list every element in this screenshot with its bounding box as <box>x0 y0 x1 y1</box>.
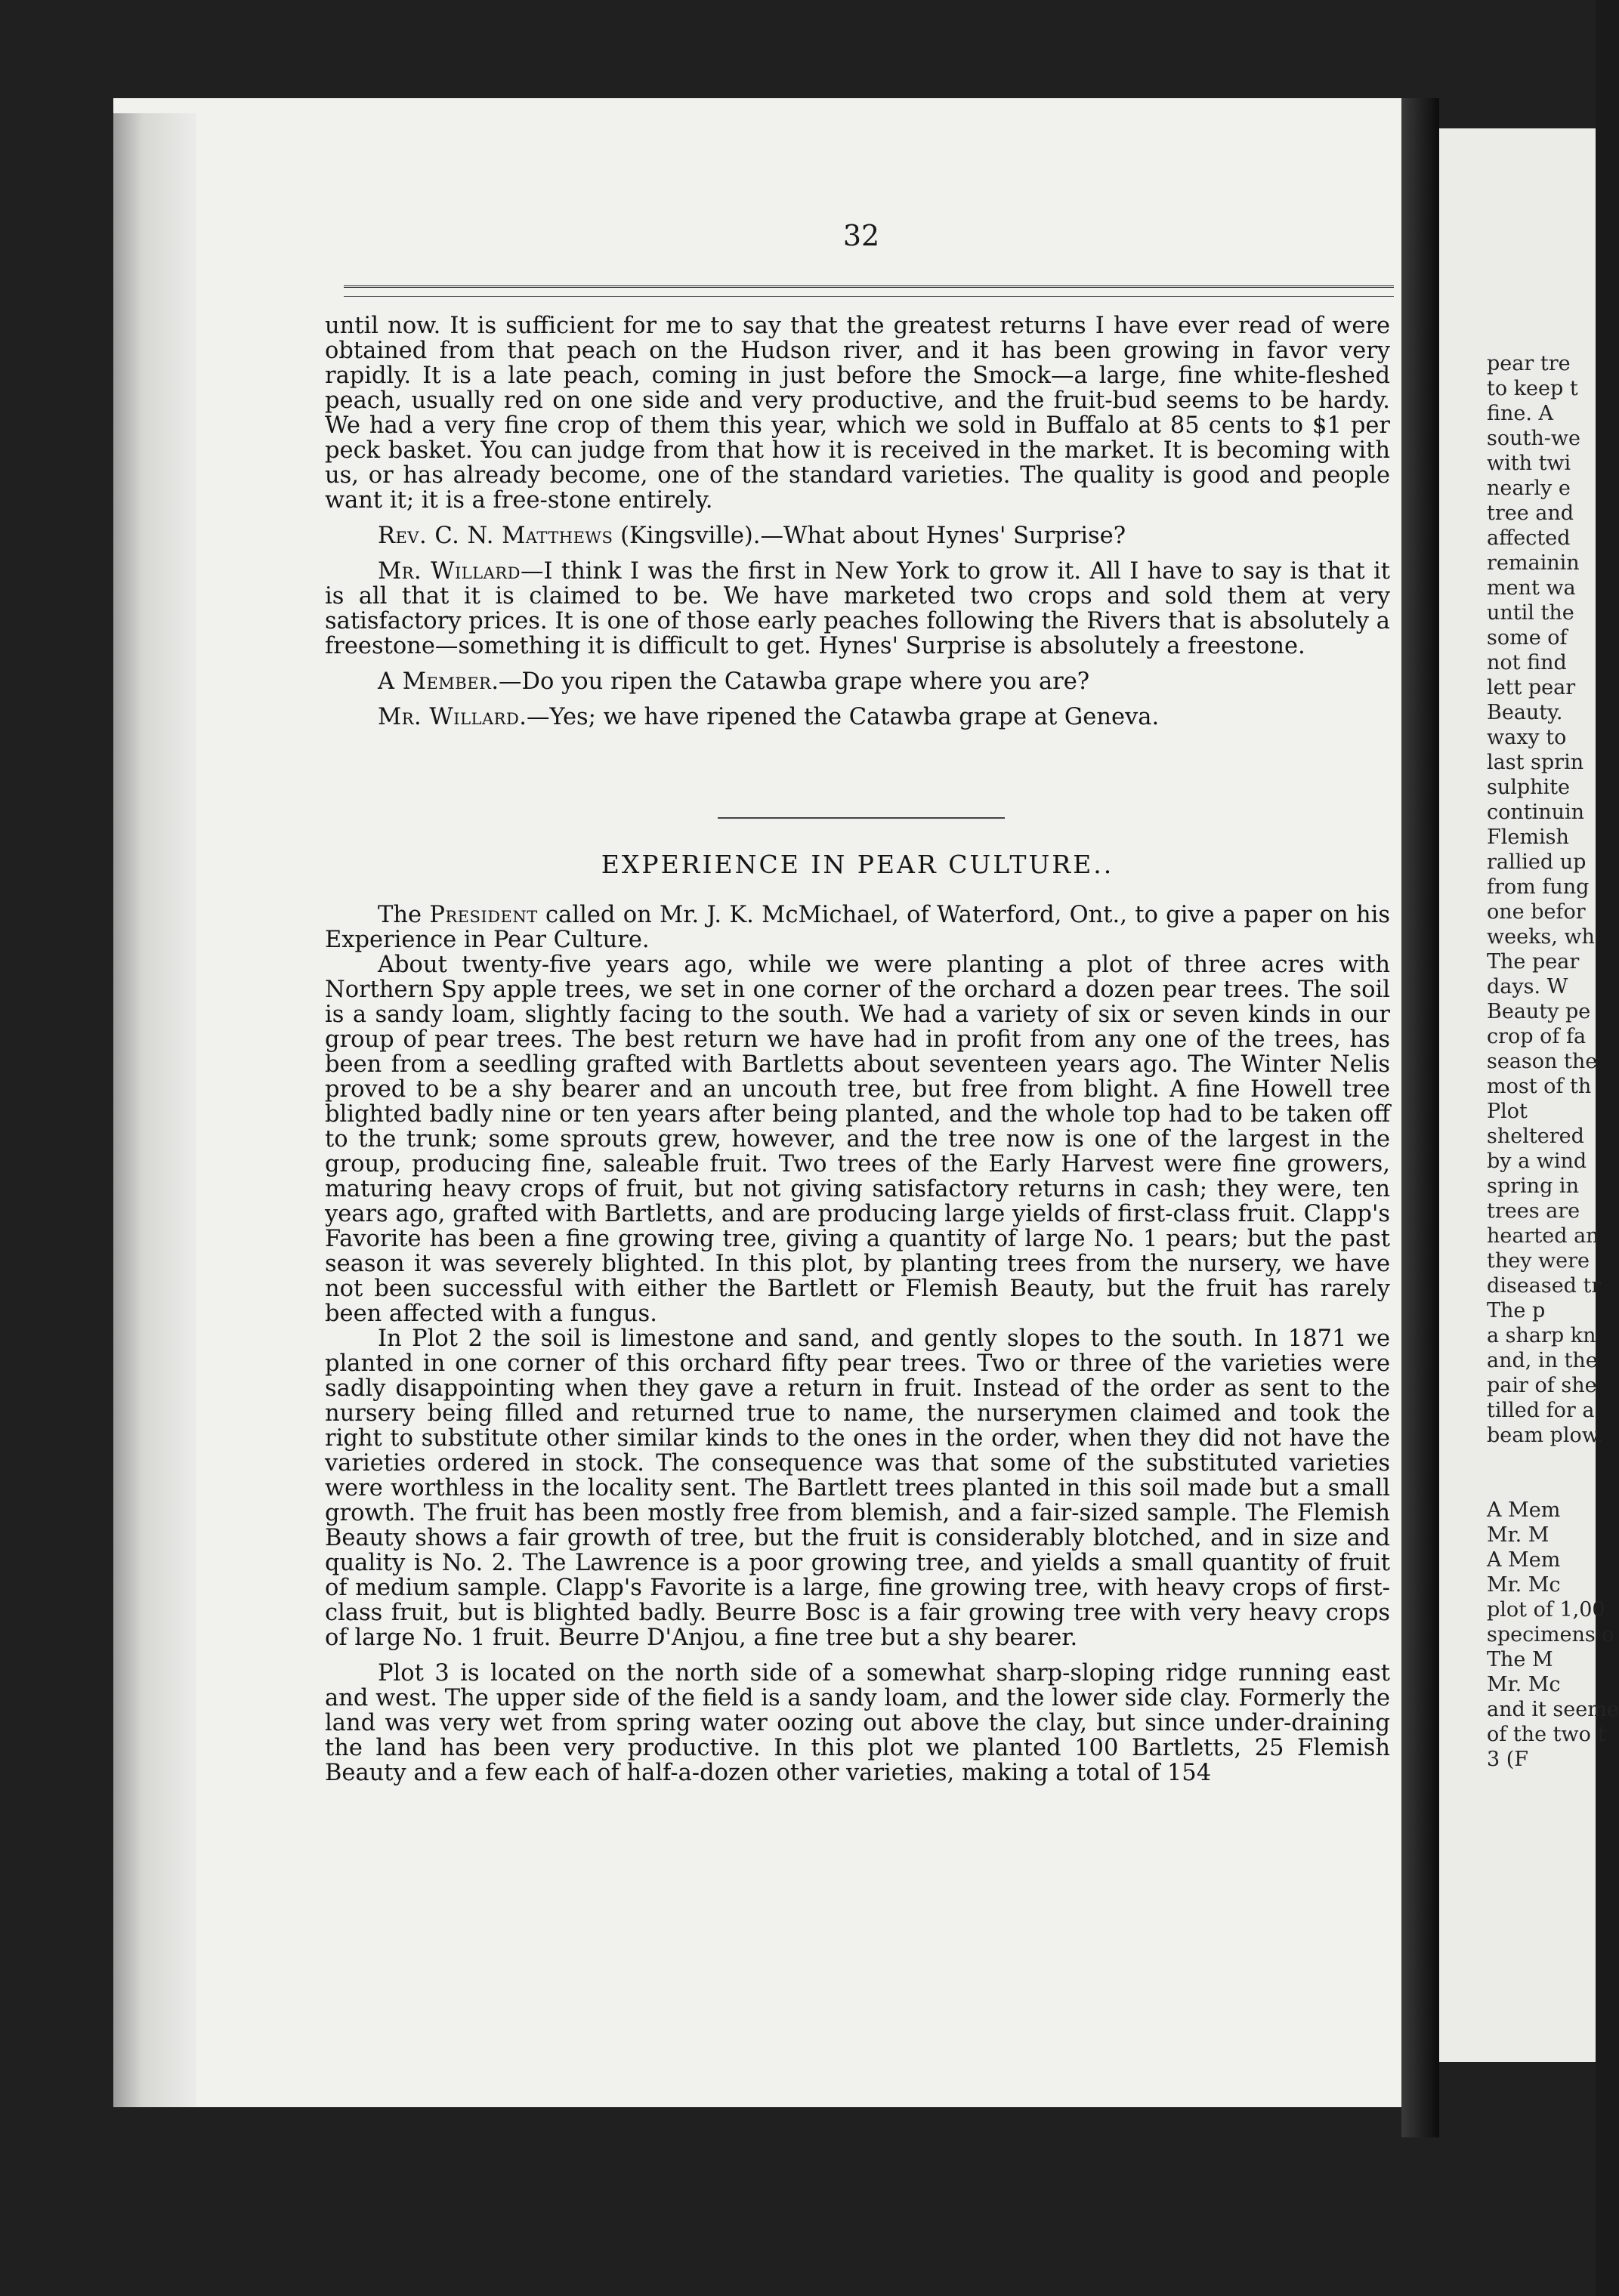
right-page-line: weeks, wh <box>1487 925 1595 949</box>
right-page-line: plot of 1,00 <box>1487 1598 1605 1622</box>
right-page-line: of the two t <box>1487 1723 1606 1746</box>
right-page-line: Flemish <box>1487 826 1569 849</box>
right-page-line: and, in the <box>1487 1349 1598 1372</box>
right-page-line: trees are <box>1487 1199 1580 1223</box>
right-page-line: beam plow. <box>1487 1424 1604 1447</box>
paragraph-plot-1: About twenty-five years ago, while we were planting a plot of three acres with Northern Spy apple trees, we set in one corner of the orchard a dozen pear trees. The soil is a sandy loam, slightly facing to the south. We had a variety of six or seven kinds in our group of pear trees. The best return we have had in profit from any one of the trees, has been from a seedling grafted with Bartletts about seventeen years ago. The Winter Nelis proved to be a shy bearer and an uncouth tree, but free from blight. A fine Howell tree blighted badly nine or ten years after being planted, and the whole top had to be taken off to the trunk; some sprouts grew, however, and the tree now is one of the largest in the group, producing fine, saleable fruit. Two trees of the Early Harvest were fine growers, maturing heavy crops of fruit, but not giving satisfactory returns in cash; they were, ten years ago, grafted with Bartletts, and are producing large yields of first-class fruit. Clapp's Favorite has been a fine growing tree, giving a quantity of large No. 1 pears; but the past season it was severely blighted. In this plot, by planting trees from the nursery, we have not been successful with either the Bartlett or Flemish Beauty, but the fruit has rarely been affected with a fungus. <box>325 952 1390 1327</box>
right-page-line: Plot <box>1487 1100 1528 1123</box>
speech-text: —I think I was the first in New York to grow it. All I have to say is that it is all that it is claimed to be. We have marketed two crops and sold them at very satisfactory prices. It is one of those early peaches following the Rivers that is absolutely a freestone—something it is difficult to get. Hynes' Surprise is absolutely a freestone. <box>325 558 1391 659</box>
paragraph-intro <box>325 903 1390 952</box>
paragraph-continued: until now. It is sufficient for me to say that the greatest returns I have ever read of were obtained from that peach on the Hudson river, and it has been growing in favor very rapidly. It is a late peach, coming in just before the Smock—a large, fine white-fleshed peach, usually red on one side and very productive, and the fruit-bud seems to be hardy. We had a very fine crop of them this year, which we sold in Buffalo at 85 cents to $1 per peck basket. You can judge from that how it is received in the market. It is becoming with us, or has already become, one of the standard varieties. The quality is good and people want it; it is a free-stone entirely. <box>325 313 1390 514</box>
right-page-line: Mr. M <box>1487 1523 1549 1547</box>
right-page-line: pear tre <box>1487 352 1571 375</box>
right-page-line <box>1487 1448 1600 1473</box>
right-page-line: until the <box>1487 601 1574 625</box>
right-page-line: waxy to <box>1487 726 1567 749</box>
header-rule <box>344 285 1394 288</box>
right-page-line: The p <box>1487 1299 1546 1322</box>
right-page-line: fine. A <box>1487 402 1554 425</box>
right-page-line: crop of fa <box>1487 1025 1587 1048</box>
speech-text: .—Yes; we have ripened the Catawba grape at Geneva. <box>519 704 1160 730</box>
right-page-line: a sharp kn <box>1487 1324 1596 1347</box>
right-page-line: south-we <box>1487 427 1580 450</box>
right-page-line: some of <box>1487 626 1568 650</box>
right-page-line: last sprin <box>1487 751 1584 774</box>
page-stack-edge <box>113 113 196 2107</box>
section-divider <box>718 817 1005 819</box>
right-page-line: rallied up <box>1487 850 1587 874</box>
right-page-line: and it seeme <box>1487 1698 1619 1721</box>
right-page-line: season the <box>1487 1050 1598 1073</box>
right-page-line: 3 (F <box>1487 1748 1529 1771</box>
right-page-line: they were <box>1487 1249 1590 1273</box>
speaker-name: Mr. Willard <box>378 704 520 730</box>
speech-text: .—Do you ripen the Catawba grape where you are? <box>491 668 1090 695</box>
right-page-line: not find <box>1487 651 1567 674</box>
paragraph-willard-2 <box>325 705 1390 730</box>
speech-text: (Kingsville).—What about Hynes' Surprise? <box>613 523 1126 549</box>
paragraph-member <box>325 669 1390 694</box>
right-page-line: spring in <box>1487 1174 1579 1198</box>
right-page-line: tree and <box>1487 501 1574 525</box>
speaker-name: President <box>429 902 538 928</box>
right-page-line: Beauty. <box>1487 701 1563 724</box>
right-page-line: sulphite <box>1487 776 1571 799</box>
speaker-name: Mr. Willard <box>378 558 521 585</box>
right-page-line: lett pear <box>1487 676 1576 699</box>
right-page-line: Mr. Mc <box>1487 1673 1561 1696</box>
book-gutter <box>1401 98 1439 2137</box>
right-page-line: Beauty pe <box>1487 1000 1591 1023</box>
intro-text: called on Mr. J. K. McMichael, of Waterford, Ont., to give a paper on his Experience in Pear Culture. <box>325 902 1390 953</box>
right-page-line: sheltered <box>1487 1125 1584 1148</box>
section-heading: EXPERIENCE IN PEAR CULTURE.. <box>601 850 1114 879</box>
right-page-line: pair of she <box>1487 1374 1597 1397</box>
right-page-line: nearly e <box>1487 477 1571 500</box>
paragraph-plot-2: In Plot 2 the soil is limestone and sand, and gently slopes to the south. In 1871 we planted in one corner of this orchard fifty pear trees. Two or three of the varieties were sadly disappointing when they gave a return in fruit. Instead of the order as sent to the nursery being filled and returned true to name, the nurserymen claimed and took the right to substitute other similar kinds to the ones in the order, when they did not have the varieties ordered in stock. The consequence was that some of the substituted varieties were worthless in the locality sent. The Bartlett trees planted in this soil made but a small growth. The fruit has been mostly free from blemish, and a fair-sized sample. The Flemish Beauty shows a fair growth of tree, but the fruit is considerably blotched, and in size and quality is No. 2. The Lawrence is a poor growing tree, and yields a small quantity of fruit of medium sample. Clapp's Favorite is a large, fine growing tree, with heavy crops of first-class fruit, but is blighted badly. Beurre Bosc is a fair growing tree with very heavy crops of large No. 1 fruit. Beurre D'Anjou, a fine tree but a shy bearer. <box>325 1325 1390 1651</box>
header-rule-thin <box>344 296 1394 297</box>
right-page-line: days. W <box>1487 975 1568 998</box>
right-page-line: continuin <box>1487 801 1585 824</box>
right-page-line: diseased tr <box>1487 1274 1602 1298</box>
speaker-name: A Member <box>378 668 492 695</box>
page-body-top <box>325 313 1390 730</box>
paragraph-plot-3: Plot 3 is located on the north side of a somewhat sharp-sloping ridge running east and west. The upper side of the field is a sandy loam, and the lower side clay. Formerly the land was very wet from spring water oozing out above the clay, but since under-draining the land has been very productive. In this plot we planted 100 Bartletts, 25 Flemish Beauty and a few each of half-a-dozen other varieties, making a total of 154 <box>325 1660 1390 1786</box>
right-page-line: with twi <box>1487 452 1571 475</box>
page-number: 32 <box>842 219 880 252</box>
speaker-name: Rev. C. N. Matthews <box>378 523 613 549</box>
right-page-line: The pear <box>1487 950 1580 974</box>
right-page-line: from fung <box>1487 875 1590 899</box>
right-page-line: to keep t <box>1487 377 1578 400</box>
right-page-line: A Mem <box>1487 1548 1561 1572</box>
right-page-line: most of th <box>1487 1075 1592 1098</box>
right-page-line <box>1487 1473 1600 1498</box>
right-page-line: Mr. Mc <box>1487 1573 1561 1597</box>
right-page-line: specimens o <box>1487 1623 1614 1646</box>
right-page-line: remainin <box>1487 551 1580 575</box>
paragraph-matthews <box>325 523 1390 548</box>
page-body-article <box>325 903 1390 1785</box>
right-page-fragments <box>1487 351 1619 1772</box>
right-page-line: affected <box>1487 526 1571 550</box>
intro-prefix: The <box>378 902 430 928</box>
paragraph-willard-1 <box>325 559 1390 659</box>
right-page-line: The M <box>1487 1648 1553 1671</box>
right-page-line: ment wa <box>1487 576 1576 600</box>
right-page-line: one befor <box>1487 900 1586 924</box>
right-page-line: A Mem <box>1487 1498 1561 1522</box>
right-page-line: tilled for a <box>1487 1399 1595 1422</box>
right-page-line: by a wind <box>1487 1150 1587 1173</box>
right-page-line: hearted an <box>1487 1224 1599 1248</box>
